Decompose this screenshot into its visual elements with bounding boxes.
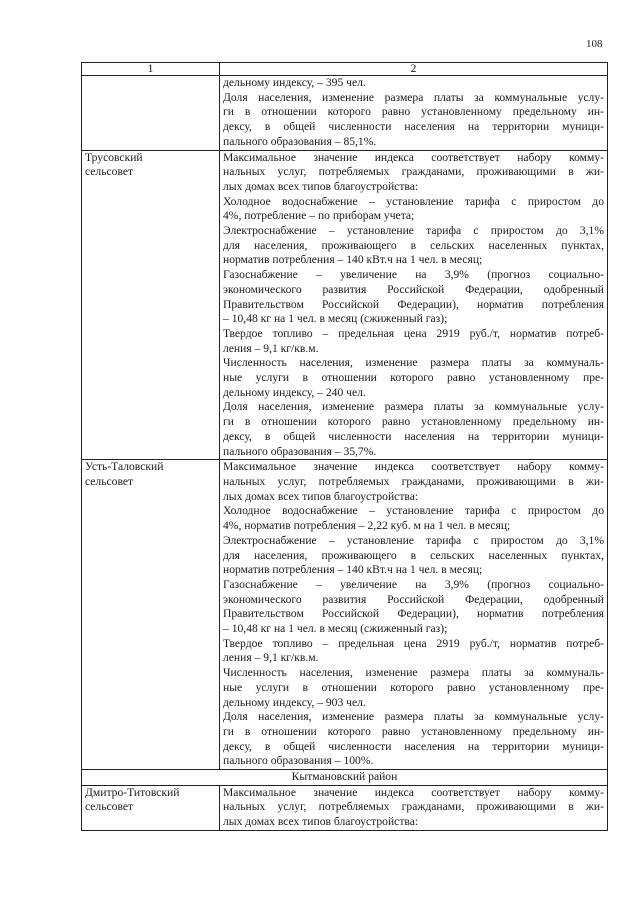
text-line: нальных услуг, потребляемых гражданами, проживающими в жи- (223, 800, 604, 814)
text-line: ные услуги в отношении которого равно установленному пре- (223, 371, 604, 385)
paragraph (223, 786, 604, 830)
paragraph (223, 666, 604, 710)
text-line: Доля населения, изменение размера платы за коммунальные услу- (223, 400, 604, 414)
text-line: ги в отношении которого равно установленному предельному ин- (223, 415, 604, 429)
text-line: Правительством Российской Федерации), норматив потребления (223, 607, 604, 621)
municipality-name-line: Дмитро-Титовский (85, 785, 180, 799)
tariff-table (81, 62, 608, 831)
text-line: Максимальное значение индекса соответствует набору комму- (223, 785, 604, 799)
description-cell (220, 460, 608, 770)
text-line: Максимальное значение индекса соответствует набору комму- (223, 460, 604, 474)
paragraph (223, 76, 604, 91)
municipality-name-line: сельсовет (85, 474, 134, 488)
text-line: ные услуги в отношении которого равно установленному пре- (223, 680, 604, 694)
description-cell (220, 150, 608, 460)
paragraph (223, 534, 604, 578)
text-line: дексу, в общей численности населения на территории муници- (223, 120, 604, 134)
text-line: Численность населения, изменение размера платы за коммуналь- (223, 356, 604, 370)
text-line: – 10,48 кг на 1 чел. в месяц (сжиженный газ); (223, 312, 448, 326)
table-row (82, 460, 608, 770)
text-line: Газоснабжение – увеличение на 3,9% (прогноз социально- (223, 577, 604, 591)
paragraph (223, 356, 604, 400)
region-heading: Кытмановский район (82, 770, 608, 786)
text-line: дельному индексу, – 240 чел. (223, 385, 366, 399)
municipality-name-line: Усть-Таловский (85, 460, 164, 474)
description-cell (220, 785, 608, 830)
text-line: Холодное водоснабжение – установление тарифа с приростом до (223, 194, 604, 208)
text-line: Численность населения, изменение размера платы за коммуналь- (223, 666, 604, 680)
table-row (82, 150, 608, 460)
text-line: норматив потребления – 140 кВт.ч на 1 чел. в месяц; (223, 253, 483, 267)
text-line: лых домах всех типов благоустройства: (223, 489, 419, 503)
paragraph (223, 268, 604, 327)
text-line: экономического развития Российской Федерации, одобренный (223, 282, 604, 296)
text-line: 4%, норматив потребления – 2,22 куб. м на 1 чел. в месяц; (223, 519, 511, 533)
region-row (82, 770, 608, 786)
text-line: Электроснабжение – установление тарифа с приростом до 3,1% (223, 224, 604, 238)
text-line: Максимальное значение индекса соответствует набору комму- (223, 150, 604, 164)
text-line: ления – 9,1 кг/кв.м. (223, 651, 319, 665)
text-line: ги в отношении которого равно установленному предельному ин- (223, 724, 604, 738)
paragraph (223, 637, 604, 666)
table-row (82, 785, 608, 830)
municipality-cell (82, 76, 220, 151)
description-cell (220, 76, 608, 151)
paragraph (223, 710, 604, 769)
text-line: пального образования – 85,1%. (223, 134, 377, 148)
text-line: Правительством Российской Федерации), норматив потребления (223, 297, 604, 311)
municipality-name-line: сельсовет (85, 165, 134, 179)
municipality-cell (82, 150, 220, 460)
paragraph (223, 327, 604, 356)
text-line: дексу, в общей численности населения на территории муници- (223, 739, 604, 753)
text-line: Электроснабжение – установление тарифа с приростом до 3,1% (223, 533, 604, 547)
municipality-cell (82, 785, 220, 830)
paragraph (223, 578, 604, 637)
text-line: Твердое топливо – предельная цена 2919 руб./т, норматив потреб- (223, 636, 604, 650)
text-line: Доля населения, изменение размера платы за коммунальные услу- (223, 90, 604, 104)
paragraph (223, 460, 604, 504)
paragraph (223, 504, 604, 533)
text-line: для населения, проживающего в сельских населенных пунктах, (223, 238, 604, 252)
text-line: Доля населения, изменение размера платы за коммунальные услу- (223, 710, 604, 724)
text-line: Твердое топливо – предельная цена 2919 руб./т, норматив потреб- (223, 326, 604, 340)
page-number: 108 (586, 38, 603, 50)
column-header: 2 (220, 63, 608, 76)
column-header: 1 (82, 63, 220, 76)
text-line: лых домах всех типов благоустройства: (223, 179, 419, 193)
paragraph (223, 224, 604, 268)
text-line: ги в отношении которого равно установленному предельному ин- (223, 105, 604, 119)
text-line: пального образования – 35,7%. (223, 444, 377, 458)
text-line: норматив потребления – 140 кВт.ч на 1 чел. в месяц; (223, 563, 483, 577)
header-row (82, 63, 608, 76)
paragraph (223, 91, 604, 150)
table-row (82, 76, 608, 151)
paragraph (223, 400, 604, 459)
municipality-name-line: сельсовет (85, 800, 134, 814)
text-line: дексу, в общей численности населения на территории муници- (223, 429, 604, 443)
text-line: ления – 9,1 кг/кв.м. (223, 341, 319, 355)
text-line: лых домах всех типов благоустройства: (223, 815, 419, 829)
text-line: нальных услуг, потребляемых гражданами, проживающими в жи- (223, 474, 604, 488)
text-line: для населения, проживающего в сельских населенных пунктах, (223, 548, 604, 562)
text-line: нальных услуг, потребляемых гражданами, проживающими в жи- (223, 165, 604, 179)
text-line: экономического развития Российской Федерации, одобренный (223, 592, 604, 606)
text-line: 4%, потребление – по приборам учета; (223, 209, 415, 223)
text-line: – 10,48 кг на 1 чел. в месяц (сжиженный газ); (223, 622, 448, 636)
text-line: дельному индексу, – 395 чел. (223, 76, 366, 89)
municipality-cell (82, 460, 220, 770)
text-line: Газоснабжение – увеличение на 3,9% (прогноз социально- (223, 268, 604, 282)
paragraph (223, 195, 604, 224)
text-line: Холодное водоснабжение – установление тарифа с приростом до (223, 504, 604, 518)
text-line: пального образования – 100%. (223, 754, 374, 768)
paragraph (223, 151, 604, 195)
table-body (82, 76, 608, 831)
municipality-name-line: Трусовский (85, 150, 143, 164)
text-line: дельному индексу, – 903 чел. (223, 695, 366, 709)
